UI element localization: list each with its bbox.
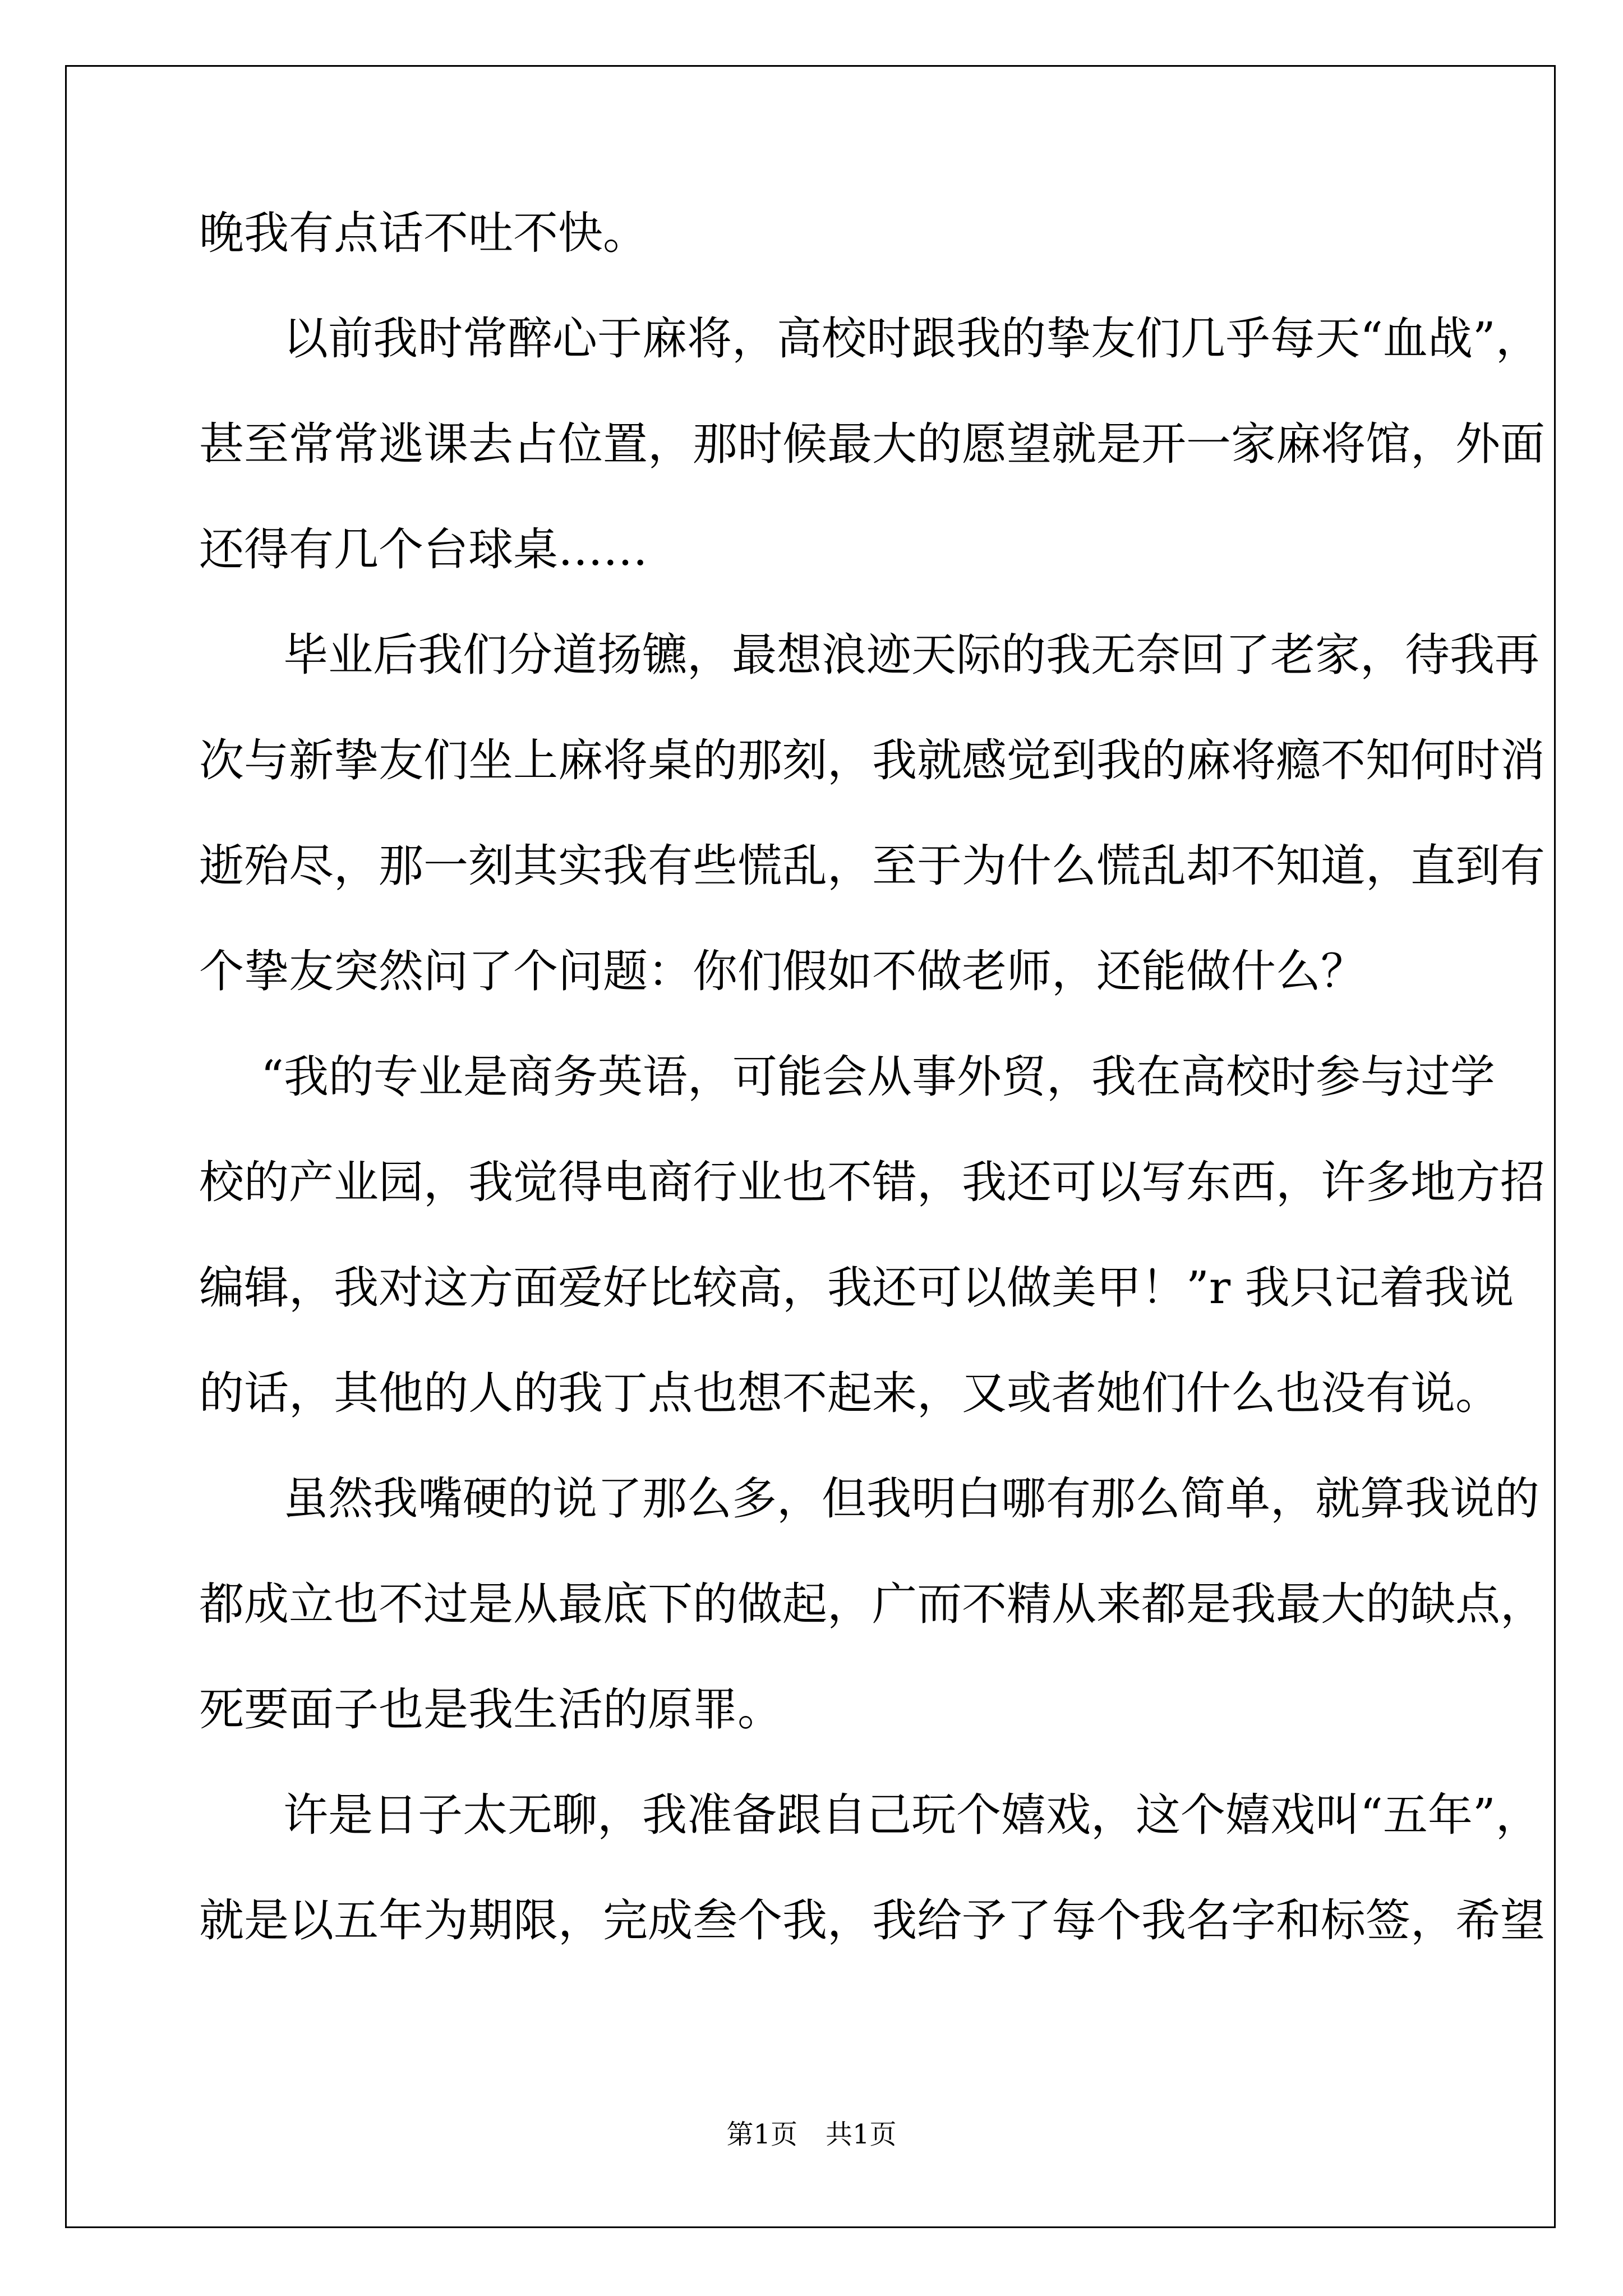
text-line: 逝殆尽，那一刻其实我有些慌乱，至于为什么慌乱却不知道，直到有 bbox=[199, 840, 1545, 892]
text-line: 次与新挚友们坐上麻将桌的那刻，我就感觉到我的麻将瘾不知何时消 bbox=[199, 734, 1545, 786]
page-number-current: 第1页 bbox=[726, 2119, 797, 2150]
text-line: 的话，其他的人的我丁点也想不起来，又或者她们什么也没有说。 bbox=[199, 1367, 1500, 1419]
text-line: 死要面子也是我生活的原罪。 bbox=[199, 1683, 782, 1736]
paragraph-start-line: 以前我时常醉心于麻将，高校时跟我的挚友们几乎每天“血战”， bbox=[283, 312, 1541, 365]
paragraph-start-line: “我的专业是商务英语，可能会从事外贸，我在高校时参与过学 bbox=[261, 1051, 1495, 1103]
paragraph-start-line: 虽然我嘴硬的说了那么多，但我明白哪有那么简单，就算我说的 bbox=[283, 1473, 1539, 1525]
page-number-total: 共1页 bbox=[826, 2119, 897, 2150]
text-line: 个挚友突然问了个问题：你们假如不做老师，还能做什么？ bbox=[199, 945, 1366, 997]
text-line: 就是以五年为期限，完成叁个我，我给予了每个我名字和标签，希望 bbox=[199, 1894, 1545, 1947]
text-line: 校的产业园，我觉得电商行业也不错，我还可以写东西，许多地方招 bbox=[199, 1156, 1545, 1208]
page-footer bbox=[0, 2118, 1623, 2151]
text-line: 晚我有点话不吐不快。 bbox=[199, 207, 648, 259]
text-line: 还得有几个台球桌…… bbox=[199, 523, 648, 576]
text-line: 甚至常常逃课去占位置，那时候最大的愿望就是开一家麻将馆，外面 bbox=[199, 418, 1545, 470]
paragraph-start-line: 毕业后我们分道扬镳，最想浪迹天际的我无奈回了老家，待我再 bbox=[283, 629, 1539, 681]
text-line: 都成立也不过是从最底下的做起，广而不精从来都是我最大的缺点， bbox=[199, 1578, 1545, 1630]
text-line: 编辑，我对这方面爱好比较高，我还可以做美甲！”r 我只记着我说 bbox=[199, 1262, 1514, 1314]
paragraph-start-line: 许是日子太无聊，我准备跟自己玩个嬉戏，这个嬉戏叫“五年”， bbox=[283, 1789, 1541, 1841]
